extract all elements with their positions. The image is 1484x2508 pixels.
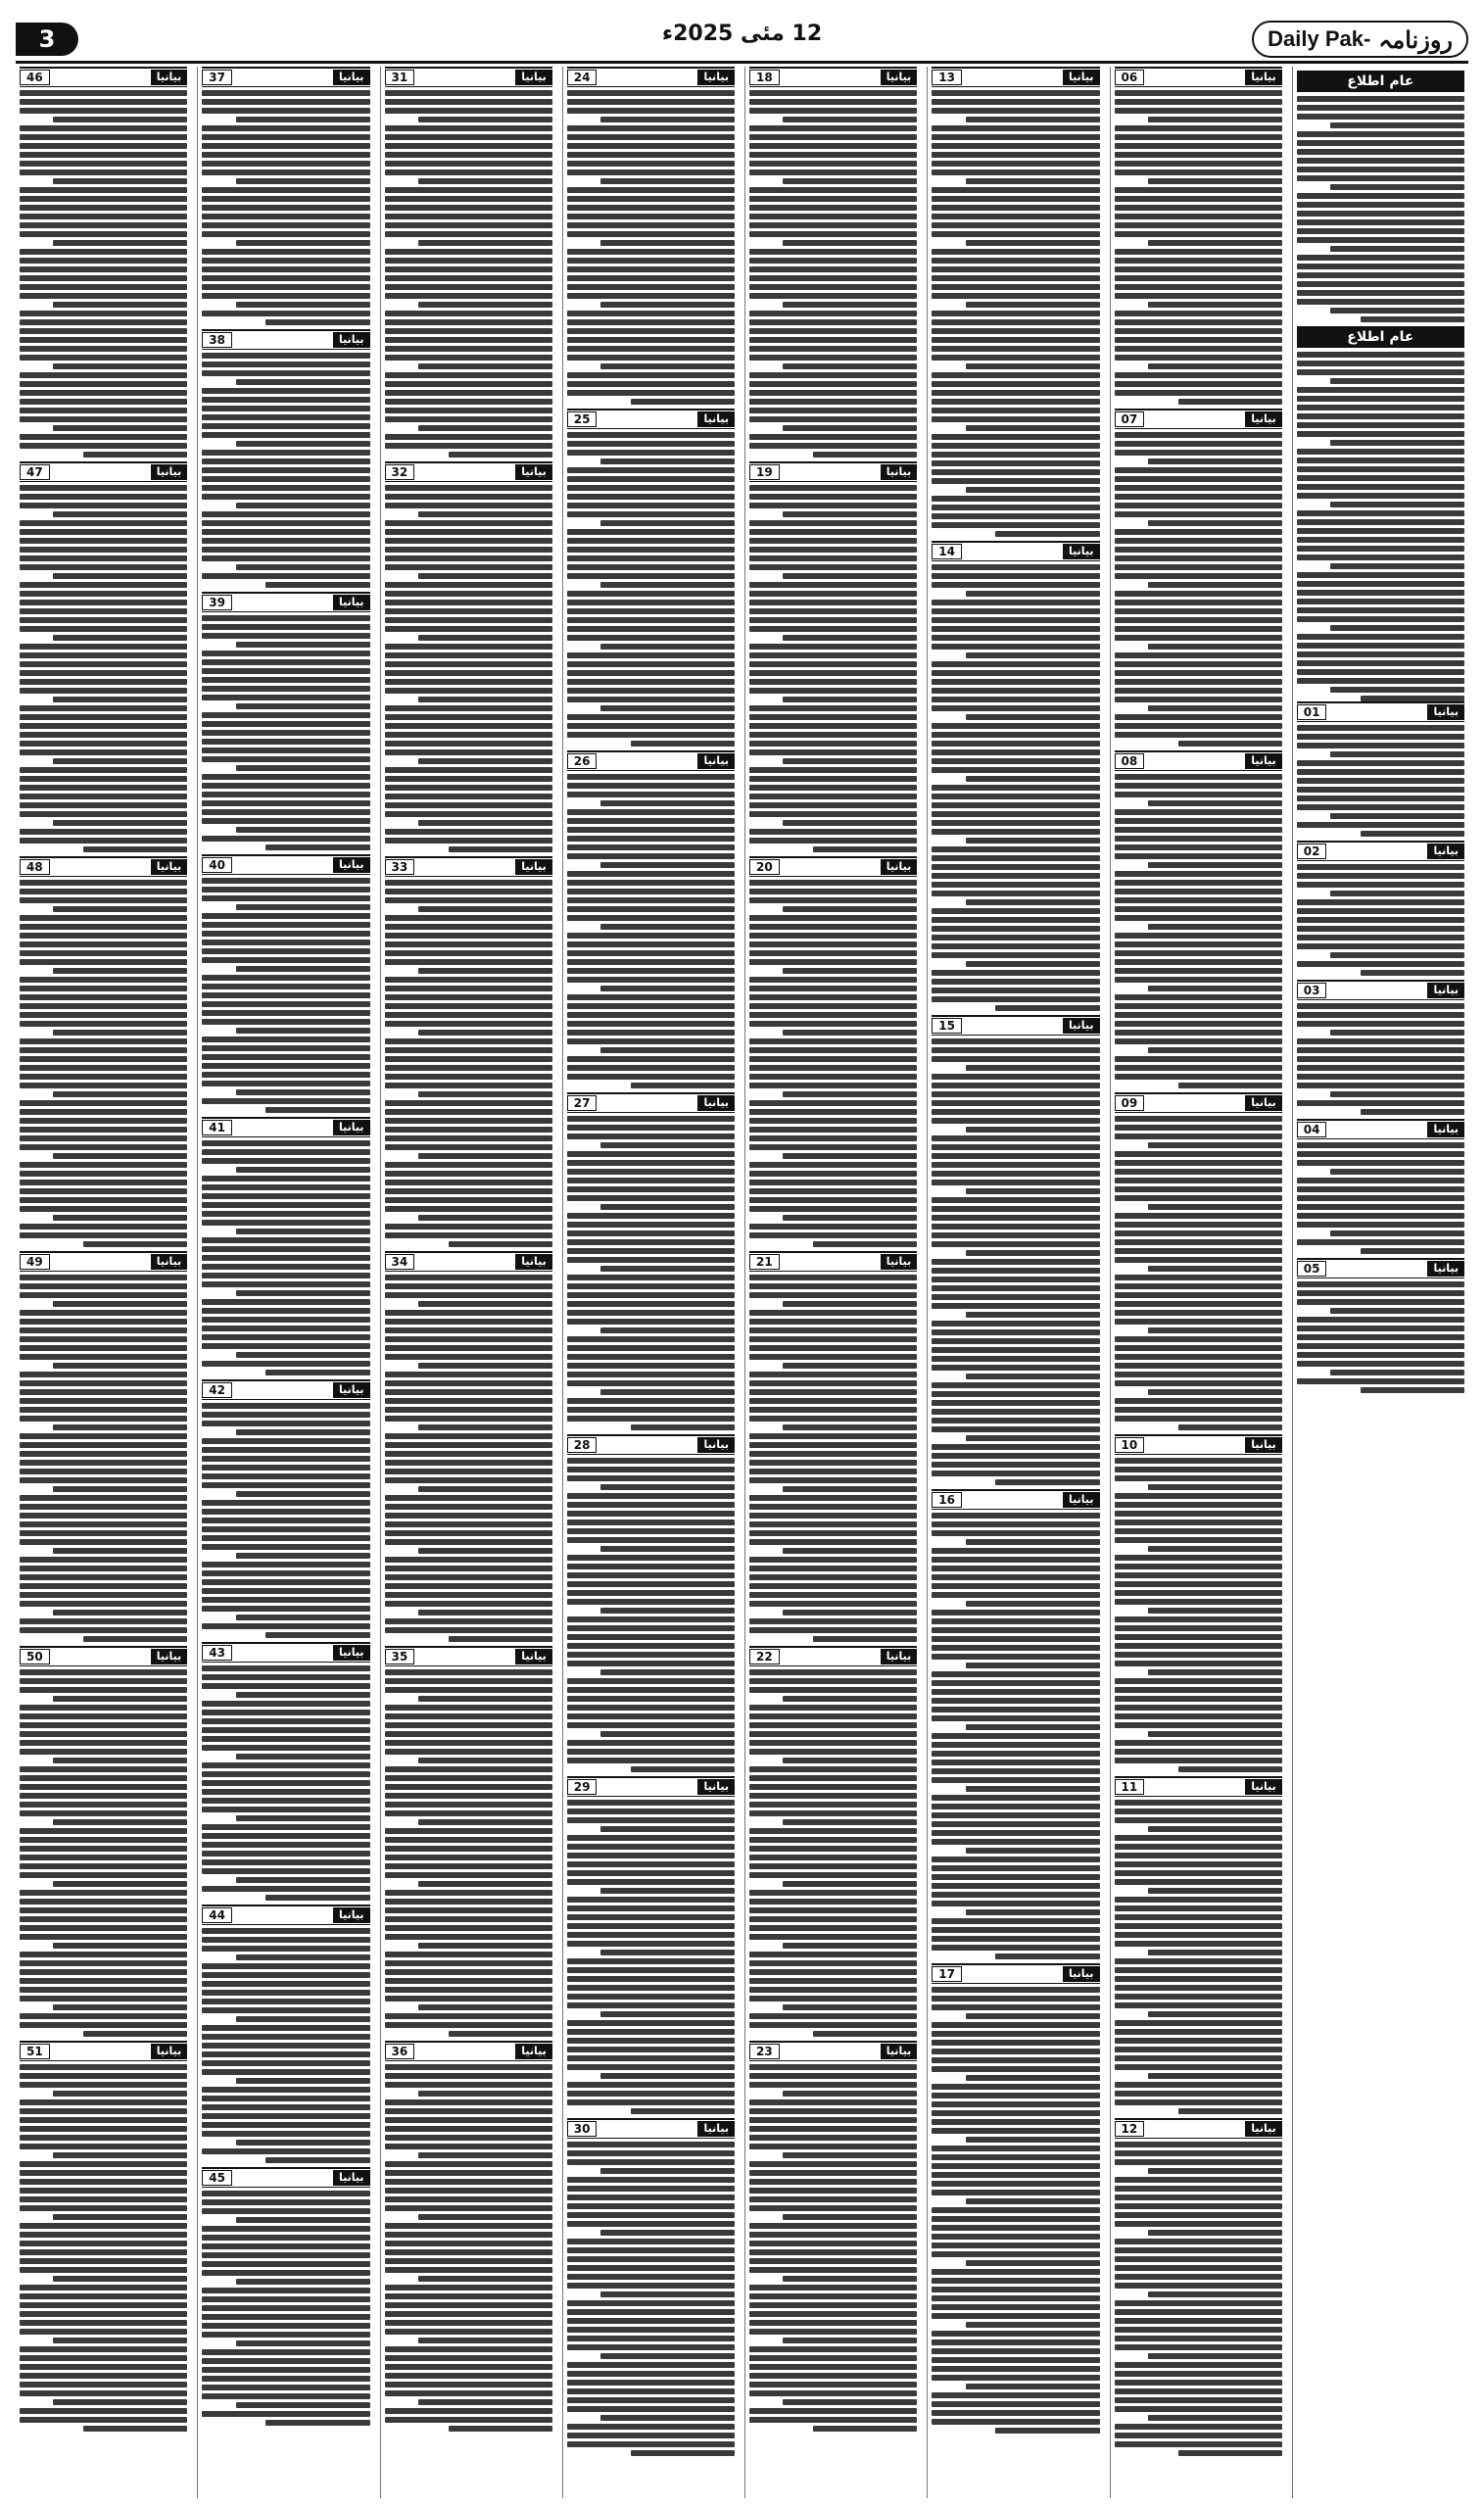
- ad-label: بیانیا: [515, 2044, 552, 2059]
- column: [927, 67, 1103, 2498]
- ad-label: بیانیا: [881, 2044, 918, 2059]
- ad-header: [567, 1434, 735, 1455]
- ad-label: بیانیا: [1245, 2121, 1282, 2137]
- ad-label: بیانیا: [697, 753, 735, 769]
- ad-header: [202, 1379, 369, 1400]
- notice-text: [20, 485, 187, 852]
- ad-header: [1297, 701, 1464, 722]
- classified-ad: [749, 67, 917, 458]
- ad-header: [1115, 409, 1282, 429]
- classified-ad: [932, 1963, 1099, 2434]
- notice-text: [202, 878, 369, 1113]
- ad-number: 33: [385, 859, 415, 875]
- ad-header: [385, 461, 552, 482]
- ad-label: بیانیا: [1063, 70, 1100, 85]
- ad-label: بیانیا: [697, 70, 735, 85]
- notice-text: [567, 774, 735, 1088]
- notice-text: [1297, 96, 1464, 322]
- classified-ad: [385, 1251, 552, 1642]
- notice-text: [202, 1403, 369, 1638]
- ad-label: بیانیا: [1427, 704, 1464, 720]
- classified-ad: [749, 2041, 917, 2432]
- classified-ad: [567, 2118, 735, 2456]
- ad-label: بیانیا: [697, 1779, 735, 1795]
- ad-number: 13: [932, 70, 962, 85]
- classified-ad: [1115, 1434, 1282, 1772]
- classified-ad: [385, 67, 552, 458]
- classified-ad: [1115, 2118, 1282, 2456]
- ad-number: 43: [202, 1645, 232, 1661]
- notice-text: [202, 90, 369, 325]
- ad-header: [932, 541, 1099, 561]
- ad-label: بیانیا: [515, 1254, 552, 1270]
- classified-ad: [749, 1646, 917, 2037]
- notice-text: [932, 1513, 1099, 1959]
- notice-text: [1115, 432, 1282, 747]
- ad-label: بیانیا: [697, 1437, 735, 1453]
- classified-ad: [932, 67, 1099, 537]
- ad-header: [20, 1646, 187, 1666]
- classified-ad: [202, 1117, 369, 1375]
- ad-number: 01: [1297, 704, 1327, 720]
- ad-number: 36: [385, 2044, 415, 2059]
- ad-number: 23: [749, 2044, 780, 2059]
- ad-number: 37: [202, 70, 232, 85]
- notice-text: [202, 1140, 369, 1375]
- ad-label: بیانیا: [333, 1645, 370, 1661]
- notice-text: [1115, 1800, 1282, 2114]
- classified-ad: [567, 1434, 735, 1772]
- ad-number: 21: [749, 1254, 780, 1270]
- brand-english: Daily Pak-: [1268, 26, 1371, 51]
- column: [197, 67, 373, 2498]
- notice-text: [1115, 774, 1282, 1088]
- ad-label: بیانیا: [151, 464, 188, 480]
- classified-ad: [20, 1646, 187, 2037]
- ad-number: 32: [385, 464, 415, 480]
- notice-text: [385, 880, 552, 1247]
- ad-header: [1115, 1776, 1282, 1797]
- ad-number: 07: [1115, 411, 1145, 427]
- ad-number: 29: [567, 1779, 598, 1795]
- ad-number: 06: [1115, 70, 1145, 85]
- ad-number: 09: [1115, 1095, 1145, 1111]
- notice-text: [932, 90, 1099, 537]
- classified-ad: [1297, 980, 1464, 1115]
- ad-header: [567, 67, 735, 87]
- classified-ad: [202, 1905, 369, 2163]
- notice-text: [567, 432, 735, 747]
- ad-header: [20, 856, 187, 877]
- classified-ad: [1115, 409, 1282, 747]
- classified-ad: [749, 856, 917, 1247]
- ad-header: [1115, 67, 1282, 87]
- classified-ad: [1297, 1119, 1464, 1254]
- ad-header: [1297, 1119, 1464, 1139]
- notice-text: [20, 1275, 187, 1642]
- classified-ad: [20, 67, 187, 458]
- ad-header: [385, 2041, 552, 2061]
- ad-header: [749, 1646, 917, 1666]
- ad-number: 30: [567, 2121, 598, 2137]
- classified-ad: [202, 592, 369, 850]
- ad-number: 20: [749, 859, 780, 875]
- ad-number: 24: [567, 70, 598, 85]
- classified-ad: [20, 2041, 187, 2432]
- page-number: 3: [16, 23, 78, 56]
- classified-ad: [385, 2041, 552, 2432]
- ad-header: [567, 750, 735, 771]
- classified-ad: [749, 1251, 917, 1642]
- notice-text: [20, 90, 187, 458]
- classified-ad: [385, 1646, 552, 2037]
- notice-text: [749, 90, 917, 458]
- ad-number: 34: [385, 1254, 415, 1270]
- notice-text: [385, 1275, 552, 1642]
- ad-header: [932, 1489, 1099, 1510]
- classified-ad: [567, 1092, 735, 1430]
- ad-header: [20, 2041, 187, 2061]
- ad-header: [202, 67, 369, 87]
- notice-text: [749, 1275, 917, 1642]
- column: [16, 67, 191, 2498]
- ad-label: بیانیا: [1063, 1966, 1100, 1982]
- ad-number: 27: [567, 1095, 598, 1111]
- ad-header: [1115, 2118, 1282, 2139]
- ad-number: 51: [20, 2044, 50, 2059]
- ad-number: 48: [20, 859, 50, 875]
- classified-ad: [1115, 67, 1282, 405]
- ad-number: 38: [202, 332, 232, 348]
- ad-label: بیانیا: [515, 859, 552, 875]
- classified-ad: [202, 1642, 369, 1901]
- column: [1110, 67, 1286, 2498]
- ad-label: بیانیا: [881, 1254, 918, 1270]
- ad-label: بیانیا: [151, 859, 188, 875]
- notice-text: [202, 1665, 369, 1901]
- ad-header: [567, 2118, 735, 2139]
- classified-ad: [1115, 1776, 1282, 2114]
- ad-number: 08: [1115, 753, 1145, 769]
- classified-ad: [202, 854, 369, 1113]
- ad-label: بیانیا: [881, 464, 918, 480]
- ad-header: [385, 1251, 552, 1272]
- ad-number: 17: [932, 1966, 962, 1982]
- ad-number: 49: [20, 1254, 50, 1270]
- classified-columns: [16, 67, 1468, 2498]
- notice-text: [385, 485, 552, 852]
- ad-number: 41: [202, 1120, 232, 1135]
- ad-number: 12: [1115, 2121, 1145, 2137]
- classified-ad: [567, 750, 735, 1088]
- ad-label: بیانیا: [151, 1649, 188, 1664]
- ad-number: 02: [1297, 844, 1327, 859]
- ad-header: [202, 592, 369, 612]
- ad-header: [20, 67, 187, 87]
- ad-number: 14: [932, 544, 962, 559]
- ad-label: بیانیا: [697, 2121, 735, 2137]
- classified-ad: [20, 856, 187, 1247]
- notice-text: [385, 1669, 552, 2037]
- classified-ad: [749, 461, 917, 852]
- ad-number: 46: [20, 70, 50, 85]
- ad-header: [385, 856, 552, 877]
- ad-header: [202, 329, 369, 350]
- notice-text: [932, 1987, 1099, 2434]
- notice-text: [202, 615, 369, 850]
- classified-ad: [202, 329, 369, 588]
- classified-ad: [567, 409, 735, 747]
- ad-label: بیانیا: [1245, 70, 1282, 85]
- notice-text: [567, 2142, 735, 2456]
- notice-text: [1297, 352, 1464, 701]
- notice-text: [1115, 2142, 1282, 2456]
- notice-heading: عام اطلاع: [1297, 326, 1464, 348]
- ad-label: بیانیا: [1063, 1492, 1100, 1508]
- ad-number: 42: [202, 1382, 232, 1398]
- ad-label: بیانیا: [515, 1649, 552, 1664]
- ad-number: 15: [932, 1018, 962, 1034]
- ad-label: بیانیا: [1427, 1122, 1464, 1137]
- ad-number: 25: [567, 411, 598, 427]
- ad-header: [202, 2167, 369, 2188]
- notice-text: [932, 1038, 1099, 1485]
- classified-ad: [20, 461, 187, 852]
- ad-label: بیانیا: [151, 1254, 188, 1270]
- notice-text: [1297, 1281, 1464, 1393]
- ad-header: [932, 1963, 1099, 1984]
- ad-label: بیانیا: [515, 70, 552, 85]
- ad-label: بیانیا: [151, 2044, 188, 2059]
- notice-text: [20, 1669, 187, 2037]
- classified-ad: [20, 1251, 187, 1642]
- ad-number: 26: [567, 753, 598, 769]
- ad-header: [567, 1092, 735, 1113]
- ad-header: [1115, 1092, 1282, 1113]
- ad-label: بیانیا: [881, 1649, 918, 1664]
- column: [1292, 67, 1468, 2498]
- ad-label: بیانیا: [333, 595, 370, 610]
- ad-number: 16: [932, 1492, 962, 1508]
- notice-text: [202, 2191, 369, 2426]
- notice-text: [567, 1800, 735, 2114]
- ad-label: بیانیا: [881, 859, 918, 875]
- ad-label: بیانیا: [1427, 844, 1464, 859]
- ad-label: بیانیا: [333, 70, 370, 85]
- notice-text: [385, 2064, 552, 2432]
- ad-header: [749, 2041, 917, 2061]
- notice-text: [1297, 864, 1464, 976]
- classified-ad: [567, 1776, 735, 2114]
- ad-header: [932, 67, 1099, 87]
- notice-text: [749, 880, 917, 1247]
- ad-header: [567, 1776, 735, 1797]
- ad-header: [749, 856, 917, 877]
- notice-text: [932, 564, 1099, 1011]
- ad-header: [749, 1251, 917, 1272]
- ad-header: [202, 854, 369, 875]
- ad-header: [1297, 841, 1464, 861]
- ad-label: بیانیا: [333, 332, 370, 348]
- notice-text: [567, 1458, 735, 1772]
- ad-label: بیانیا: [151, 70, 188, 85]
- classified-ad: [1297, 701, 1464, 837]
- ad-label: بیانیا: [515, 464, 552, 480]
- classified-ad: [932, 541, 1099, 1011]
- ad-header: [385, 67, 552, 87]
- classified-ad: [932, 1489, 1099, 1959]
- ad-header: [202, 1905, 369, 1925]
- notice-text: [1115, 1116, 1282, 1430]
- issue-date: 12 مئی 2025ء: [661, 22, 823, 46]
- ad-number: 18: [749, 70, 780, 85]
- column: [562, 67, 739, 2498]
- notice-text: [20, 2064, 187, 2432]
- ad-label: بیانیا: [1427, 983, 1464, 998]
- ad-number: 40: [202, 857, 232, 873]
- ad-header: [567, 409, 735, 429]
- classified-ad: [1115, 1092, 1282, 1430]
- ad-number: 19: [749, 464, 780, 480]
- notice-text: [749, 1669, 917, 2037]
- notice-text: [202, 1928, 369, 2163]
- ad-number: 28: [567, 1437, 598, 1453]
- ad-number: 11: [1115, 1779, 1145, 1795]
- ad-number: 39: [202, 595, 232, 610]
- notice-text: [749, 485, 917, 852]
- classified-ad: [1297, 1258, 1464, 1393]
- classified-ad: [202, 2167, 369, 2426]
- ad-header: [1297, 1258, 1464, 1278]
- ad-label: بیانیا: [1245, 1095, 1282, 1111]
- ad-label: بیانیا: [1245, 753, 1282, 769]
- ad-header: [202, 1642, 369, 1663]
- ad-number: 05: [1297, 1261, 1327, 1277]
- classified-ad: [932, 1015, 1099, 1485]
- ad-header: [20, 1251, 187, 1272]
- ad-label: بیانیا: [333, 2170, 370, 2186]
- classified-ad: [1297, 841, 1464, 976]
- newspaper-brand: [1252, 21, 1468, 58]
- notice-text: [1297, 725, 1464, 837]
- ad-header: [1297, 980, 1464, 1000]
- notice-text: [1297, 1142, 1464, 1254]
- public-notice: [1297, 71, 1464, 322]
- ad-number: 45: [202, 2170, 232, 2186]
- ad-label: بیانیا: [333, 1120, 370, 1135]
- ad-label: بیانیا: [1245, 1437, 1282, 1453]
- public-notice: [1297, 326, 1464, 701]
- notice-heading: عام اطلاع: [1297, 71, 1464, 92]
- ad-label: بیانیا: [1063, 544, 1100, 559]
- notice-text: [1115, 1458, 1282, 1772]
- classified-ad: [385, 856, 552, 1247]
- classified-ad: [202, 67, 369, 325]
- ad-number: 10: [1115, 1437, 1145, 1453]
- notice-text: [567, 90, 735, 405]
- ad-number: 04: [1297, 1122, 1327, 1137]
- notice-text: [1297, 1003, 1464, 1115]
- brand-urdu: روزنامہ: [1378, 24, 1453, 54]
- classified-ad: [1115, 750, 1282, 1088]
- ad-header: [202, 1117, 369, 1137]
- ad-label: بیانیا: [333, 1382, 370, 1398]
- classified-ad: [202, 1379, 369, 1638]
- ad-label: بیانیا: [697, 1095, 735, 1111]
- ad-header: [749, 67, 917, 87]
- ad-number: 47: [20, 464, 50, 480]
- ad-header: [20, 461, 187, 482]
- ad-label: بیانیا: [697, 411, 735, 427]
- ad-label: بیانیا: [1063, 1018, 1100, 1034]
- ad-header: [385, 1646, 552, 1666]
- ad-label: بیانیا: [881, 70, 918, 85]
- ad-number: 03: [1297, 983, 1327, 998]
- ad-number: 35: [385, 1649, 415, 1664]
- ad-number: 31: [385, 70, 415, 85]
- ad-label: بیانیا: [1245, 1779, 1282, 1795]
- ad-label: بیانیا: [333, 857, 370, 873]
- ad-header: [1115, 750, 1282, 771]
- column: [744, 67, 921, 2498]
- ad-label: بیانیا: [1245, 411, 1282, 427]
- notice-text: [20, 880, 187, 1247]
- ad-header: [749, 461, 917, 482]
- notice-text: [385, 90, 552, 458]
- ad-number: 22: [749, 1649, 780, 1664]
- ad-number: 44: [202, 1907, 232, 1923]
- column: [380, 67, 556, 2498]
- notice-text: [202, 353, 369, 588]
- ad-header: [1115, 1434, 1282, 1455]
- classified-ad: [567, 67, 735, 405]
- ad-label: بیانیا: [1427, 1261, 1464, 1277]
- ad-number: 50: [20, 1649, 50, 1664]
- notice-text: [749, 2064, 917, 2432]
- notice-text: [1115, 90, 1282, 405]
- masthead: [16, 18, 1468, 64]
- ad-label: بیانیا: [333, 1907, 370, 1923]
- ad-header: [932, 1015, 1099, 1036]
- classified-ad: [385, 461, 552, 852]
- notice-text: [567, 1116, 735, 1430]
